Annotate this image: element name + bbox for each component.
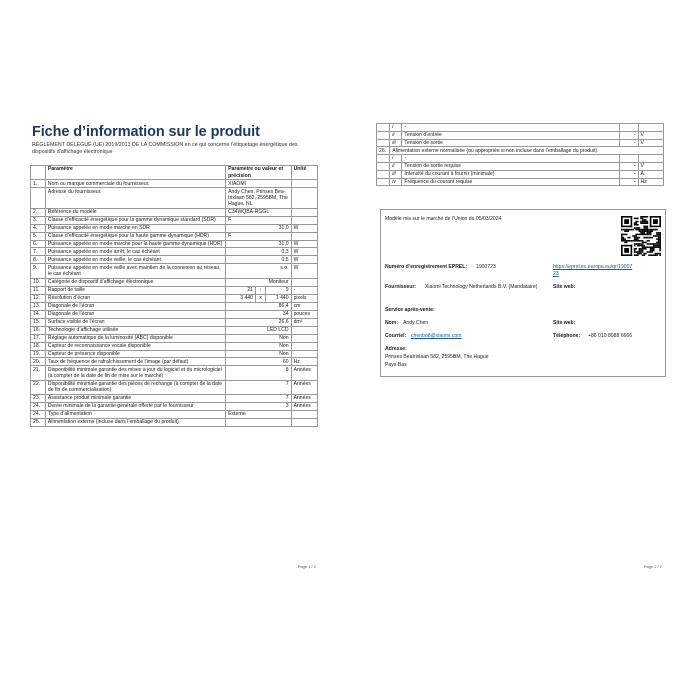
service-label: Service après-vente: <box>385 307 435 313</box>
row-number: 24. <box>31 410 46 418</box>
table-row <box>31 402 318 410</box>
unit-cell <box>291 278 317 286</box>
unit-cell: Années <box>291 380 317 394</box>
parameter-cell: Alimentation externe normalisée (ou appropriée si non incluse dans l’emballage du produit) <box>390 147 664 155</box>
regulation-subtitle: RÈGLEMENT DÉLÉGUÉ (UE) 2019/2013 DE LA COMMISSION en ce qui concerne l’étiquetage énergétique des dispositifs d’affichage électronique <box>32 142 298 155</box>
page-number: Page 2 / 2 <box>643 564 662 569</box>
table-row <box>31 410 318 418</box>
table-row <box>31 394 318 402</box>
value-cell: Andy Chen, Prinses Bea-trixlaan 582, 2595BM, The Hague, NL <box>226 188 291 208</box>
header-number <box>31 166 46 180</box>
value-cell: 60 <box>226 358 291 366</box>
table-row <box>31 294 318 302</box>
table-row <box>31 310 318 318</box>
value-cell: 3 440 <box>226 294 256 302</box>
row-number: 26. <box>377 147 390 155</box>
unit-cell <box>291 334 317 342</box>
value-cell: 7 <box>226 380 291 394</box>
value-cell: F <box>226 216 291 224</box>
value-cell: - <box>620 139 638 147</box>
value-cell <box>620 124 638 132</box>
table-row <box>377 178 664 186</box>
parameter-cell: Tension de sortie requise <box>402 162 620 170</box>
supplier-website-label: Site web: <box>553 284 576 290</box>
parameter-cell: Référence du modèle <box>45 208 225 216</box>
sub-index: i <box>390 124 402 132</box>
row-number: 4. <box>31 224 46 232</box>
table-row <box>31 350 318 358</box>
value-cell: F <box>226 232 291 240</box>
unit-cell: pixels <box>291 294 317 302</box>
info-sheet-page-2 <box>374 123 662 570</box>
parameter-cell: Technologie d’affichage utilisée <box>45 326 225 334</box>
unit-cell: Années <box>291 402 317 410</box>
parameter-cell: Diagonale de l’écran <box>45 302 225 310</box>
value-separator: : <box>256 286 266 294</box>
row-number: 2. <box>31 208 46 216</box>
row-number <box>377 139 390 147</box>
parameter-cell: Catégorie de dispositif d’affichage électronique <box>45 278 225 286</box>
table-row <box>31 358 318 366</box>
unit-cell: Hz <box>638 178 663 186</box>
parameter-cell: Fréquence du courant requise <box>402 178 620 186</box>
table-row <box>377 124 664 132</box>
address-line-1: Prinses Beatrixlaan 582, 2595BM, The Hague <box>385 354 489 360</box>
row-number: 25. <box>31 418 46 426</box>
row-number: 24. <box>31 402 46 410</box>
row-number <box>377 155 390 163</box>
value-cell: XIAOMI <box>226 180 291 188</box>
unit-cell <box>638 124 663 132</box>
header-unit: Unité <box>291 166 317 180</box>
name-label: Nom: <box>385 320 399 326</box>
unit-cell <box>291 208 317 216</box>
parameter-cell: Puissance appelée en mode marche en SDR <box>45 224 225 232</box>
row-number: 12. <box>31 294 46 302</box>
product-label-info <box>380 209 666 377</box>
unit-cell: Années <box>291 394 317 402</box>
value-cell: Non <box>226 334 291 342</box>
page-title: Fiche d’information sur le produit <box>32 124 260 140</box>
table-row <box>31 278 318 286</box>
value-cell: 8 <box>226 366 291 380</box>
row-number: 21. <box>31 366 46 380</box>
parameter-cell: Capteur de reconnaissance vocale disponible <box>45 342 225 350</box>
unit-cell <box>291 188 317 208</box>
table-header <box>31 166 318 180</box>
value-cell: 26,6 <box>226 318 291 326</box>
parameter-cell: Intensité du courant à fournir (minimale) <box>402 170 620 178</box>
parameter-cell: - <box>402 124 620 132</box>
unit-cell <box>291 410 317 418</box>
unit-cell: pouces <box>291 310 317 318</box>
row-number <box>377 170 390 178</box>
table-row <box>31 334 318 342</box>
parameter-cell: Réglage automatique de la luminosité (ABC) disponible <box>45 334 225 342</box>
parameter-cell: Classe d’efficacité énergétique pour la haute gamme dynamique (HDR) <box>45 232 225 240</box>
parameter-cell: Taux de fréquence de rafraîchissement de l’image (par défaut) <box>45 358 225 366</box>
unit-cell: V <box>638 139 663 147</box>
address-line-2: Pays-Bas <box>385 362 407 368</box>
parameter-cell: Adresse du fournisseur. <box>45 188 225 208</box>
parameter-cell: Puissance appelée en mode arrêt, le cas échéant <box>45 248 225 256</box>
table-row <box>377 131 664 139</box>
spec-table <box>30 165 318 427</box>
table-row <box>31 216 318 224</box>
parameter-cell: Puissance appelée en mode marche pour la haute gamme dynamique (HDR) <box>45 240 225 248</box>
table-row <box>31 302 318 310</box>
row-number: 19. <box>31 350 46 358</box>
table-row <box>377 139 664 147</box>
header-parameter: Paramètre <box>45 166 225 180</box>
phone-value: +86 010 8088 6666 <box>588 333 633 339</box>
eprel-label: Numéro d’enregistrement EPREL: <box>385 264 468 270</box>
row-number: 9. <box>31 264 46 278</box>
row-number: 20. <box>31 358 46 366</box>
value-cell: 34 <box>226 310 291 318</box>
table-row <box>31 418 318 426</box>
unit-cell: V <box>638 131 663 139</box>
table-row <box>31 286 318 294</box>
phone-label: Téléphone: <box>553 333 581 339</box>
unit-cell <box>291 326 317 334</box>
row-number: 7. <box>31 248 46 256</box>
value-cell: LED LCD <box>226 326 291 334</box>
row-number: 1. <box>31 180 46 188</box>
unit-cell: Hz <box>291 358 317 366</box>
unit-cell <box>638 155 663 163</box>
value-cell: Non <box>226 350 291 358</box>
parameter-cell: Assistance produit minimale garantie <box>45 394 225 402</box>
market-date: Modèle mis sur le marché de l’Union du 05/03/2024 <box>385 216 502 222</box>
value-cell <box>226 418 291 426</box>
table-row <box>31 248 318 256</box>
unit-cell: W <box>291 264 317 278</box>
supplier-value: Xiaomi Technology Netherlands B.V. (Mandataire) <box>425 284 538 290</box>
row-number: 18. <box>31 342 46 350</box>
unit-cell: W <box>291 256 317 264</box>
value-cell: - <box>620 178 638 186</box>
value-separator: x <box>256 294 266 302</box>
parameter-cell: Surface visible de l’écran <box>45 318 225 326</box>
sub-index: i <box>390 155 402 163</box>
parameter-cell: Puissance appelée en mode veille, le cas échéant <box>45 256 225 264</box>
parameter-cell: Disponibilité minimale garantie des pièces de rechange (à compter de la date de fin de commercialisation) <box>45 380 225 394</box>
parameter-cell: Type d’alimentation <box>45 410 225 418</box>
table-row <box>31 380 318 394</box>
row-number: 6. <box>31 240 46 248</box>
table-row <box>31 240 318 248</box>
value-cell: - <box>620 170 638 178</box>
parameter-cell: Résolution d’écran <box>45 294 225 302</box>
table-row <box>31 232 318 240</box>
parameter-cell: Durée minimale de la garantie générale offerte par le fournisseur <box>45 402 225 410</box>
table-row <box>31 188 318 208</box>
parameter-cell: Nom ou marque commerciale du fournisseur. <box>45 180 225 188</box>
unit-cell <box>291 232 317 240</box>
unit-cell: W <box>291 248 317 256</box>
row-number: 11. <box>31 286 46 294</box>
value-cell: 21 <box>226 286 256 294</box>
email-link[interactable]: chenbo8@xiaomi.com <box>411 333 462 339</box>
row-number: 22. <box>31 380 46 394</box>
parameter-cell: Diagonale de l’écran <box>45 310 225 318</box>
row-number: 17. <box>31 334 46 342</box>
value-cell <box>620 155 638 163</box>
value-cell: - <box>620 162 638 170</box>
table-row <box>377 162 664 170</box>
name-value: Andy Chen <box>403 320 429 326</box>
parameter-cell: Capteur de présence disponible <box>45 350 225 358</box>
value-cell: Non <box>226 342 291 350</box>
unit-cell <box>291 350 317 358</box>
parameter-cell: Alimentation externe (incluse dans l’emballage du produit) <box>45 418 225 426</box>
parameter-cell: Tension d’entrée <box>402 131 620 139</box>
row-number <box>377 124 390 132</box>
unit-cell: - <box>291 286 317 294</box>
supplier-label: Fournisseur: <box>385 284 417 290</box>
row-number <box>377 178 390 186</box>
sub-index: iv <box>390 178 402 186</box>
address-label: Adresse: <box>385 346 407 352</box>
row-number <box>31 188 46 208</box>
value-cell: 0,3 <box>226 248 291 256</box>
value-cell: C34WQBA-RGGL <box>226 208 291 216</box>
row-number: 10. <box>31 278 46 286</box>
table-row <box>31 342 318 350</box>
value-cell: 9 <box>266 286 291 294</box>
value-cell: 1 440 <box>266 294 291 302</box>
unit-cell: dm² <box>291 318 317 326</box>
email-label: Courriel: <box>385 333 407 339</box>
value-cell: Moniteur <box>226 278 291 286</box>
row-number: 16. <box>31 326 46 334</box>
unit-cell <box>291 342 317 350</box>
unit-cell <box>291 216 317 224</box>
row-number: 14. <box>31 310 46 318</box>
power-supply-table <box>376 123 664 186</box>
header-value: Paramètre ou valeur et précision <box>226 166 291 180</box>
table-row <box>377 170 664 178</box>
unit-cell: A <box>638 170 663 178</box>
value-cell: Externe <box>226 410 291 418</box>
table-row <box>31 366 318 380</box>
eprel-link[interactable]: https://eprel.ec.europa.eu/qr/1900723 <box>553 264 633 277</box>
row-number: 8. <box>31 256 46 264</box>
service-website-label: Site web: <box>553 320 576 326</box>
unit-cell: W <box>291 240 317 248</box>
unit-cell: Années <box>291 366 317 380</box>
table-row <box>31 208 318 216</box>
row-number: 5. <box>31 232 46 240</box>
parameter-cell: Puissance appelée en mode veille avec maintien de la connexion au réseau, le cas échéant <box>45 264 225 278</box>
parameter-cell: - <box>402 155 620 163</box>
row-number <box>377 162 390 170</box>
value-cell: 3 <box>226 402 291 410</box>
value-cell: 0,5 <box>226 256 291 264</box>
table-row <box>377 155 664 163</box>
value-cell: - <box>620 131 638 139</box>
page-number: Page 1 / 2 <box>297 564 316 569</box>
value-cell: 31,0 <box>226 224 291 232</box>
table-row <box>377 147 664 155</box>
unit-cell <box>291 418 317 426</box>
qr-code-icon[interactable] <box>621 216 661 256</box>
unit-cell <box>291 180 317 188</box>
parameter-cell: Rapport de taille <box>45 286 225 294</box>
row-number: 23. <box>31 394 46 402</box>
info-sheet-page-1 <box>28 123 316 570</box>
value-cell: 31,0 <box>226 240 291 248</box>
eprel-number: 1900723 <box>476 264 496 270</box>
sub-index: ii <box>390 131 402 139</box>
sub-index: iii <box>390 139 402 147</box>
table-row <box>31 264 318 278</box>
value-cell: s.o. <box>226 264 291 278</box>
value-cell: 7 <box>226 394 291 402</box>
row-number: 13. <box>31 302 46 310</box>
unit-cell: cm <box>291 302 317 310</box>
value-cell: 86,4 <box>226 302 291 310</box>
table-row <box>31 326 318 334</box>
table-row <box>31 318 318 326</box>
table-row <box>31 256 318 264</box>
parameter-cell: Disponibilité minimale garantie des mises à jour du logiciel et du micrologiciel (à compter de la date de fin de mise sur le marché) <box>45 366 225 380</box>
row-number: 15. <box>31 318 46 326</box>
parameter-cell: Classe d’efficacité énergétique pour la gamme dynamique standard (SDR) <box>45 216 225 224</box>
row-number <box>377 131 390 139</box>
parameter-cell: Tension de sortie <box>402 139 620 147</box>
row-number: 3. <box>31 216 46 224</box>
sub-index: iii <box>390 170 402 178</box>
table-row <box>31 224 318 232</box>
unit-cell: W <box>291 224 317 232</box>
table-row <box>31 180 318 188</box>
unit-cell: V <box>638 162 663 170</box>
sub-index: ii <box>390 162 402 170</box>
